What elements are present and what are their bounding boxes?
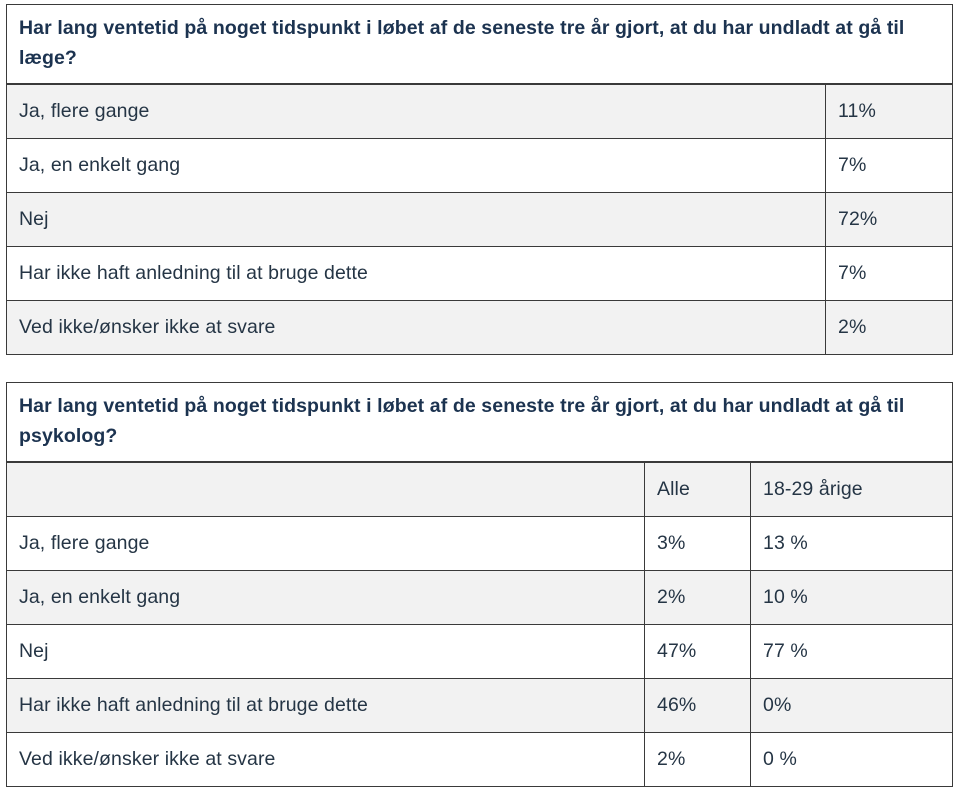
psychologist-wait-table [6, 382, 953, 787]
row-young-value: 0 % [751, 732, 953, 786]
row-young-value: 0% [751, 678, 953, 732]
row-label: Ja, flere gange [7, 84, 826, 138]
table-row [7, 516, 953, 570]
row-label: Ja, en enkelt gang [7, 138, 826, 192]
table-row [7, 732, 953, 786]
table-question: Har lang ventetid på noget tidspunkt i løbet af de seneste tre år gjort, at du har undladt at gå til psykolog? [7, 383, 953, 463]
row-alle-value: 46% [645, 678, 751, 732]
table-row [7, 192, 953, 246]
row-alle-value: 2% [645, 732, 751, 786]
row-value: 72% [826, 192, 953, 246]
table-row [7, 570, 953, 624]
header-alle: Alle [645, 462, 751, 516]
row-young-value: 77 % [751, 624, 953, 678]
row-label: Nej [7, 192, 826, 246]
row-young-value: 10 % [751, 570, 953, 624]
table-row [7, 624, 953, 678]
row-alle-value: 2% [645, 570, 751, 624]
table-question: Har lang ventetid på noget tidspunkt i løbet af de seneste tre år gjort, at du har undladt at gå til læge? [7, 5, 953, 85]
table-row [7, 300, 953, 354]
row-value: 2% [826, 300, 953, 354]
doctor-wait-table [6, 4, 953, 355]
row-label: Ja, en enkelt gang [7, 570, 645, 624]
row-alle-value: 3% [645, 516, 751, 570]
row-label: Ved ikke/ønsker ikke at svare [7, 732, 645, 786]
header-empty [7, 462, 645, 516]
row-label: Nej [7, 624, 645, 678]
row-young-value: 13 % [751, 516, 953, 570]
table-header-row [7, 462, 953, 516]
row-value: 11% [826, 84, 953, 138]
row-value: 7% [826, 246, 953, 300]
table-row [7, 246, 953, 300]
row-value: 7% [826, 138, 953, 192]
table-row [7, 678, 953, 732]
row-alle-value: 47% [645, 624, 751, 678]
row-label: Ja, flere gange [7, 516, 645, 570]
table-row [7, 138, 953, 192]
table-row [7, 84, 953, 138]
row-label: Har ikke haft anledning til at bruge dette [7, 246, 826, 300]
row-label: Ved ikke/ønsker ikke at svare [7, 300, 826, 354]
header-18-29: 18-29 årige [751, 462, 953, 516]
row-label: Har ikke haft anledning til at bruge dette [7, 678, 645, 732]
